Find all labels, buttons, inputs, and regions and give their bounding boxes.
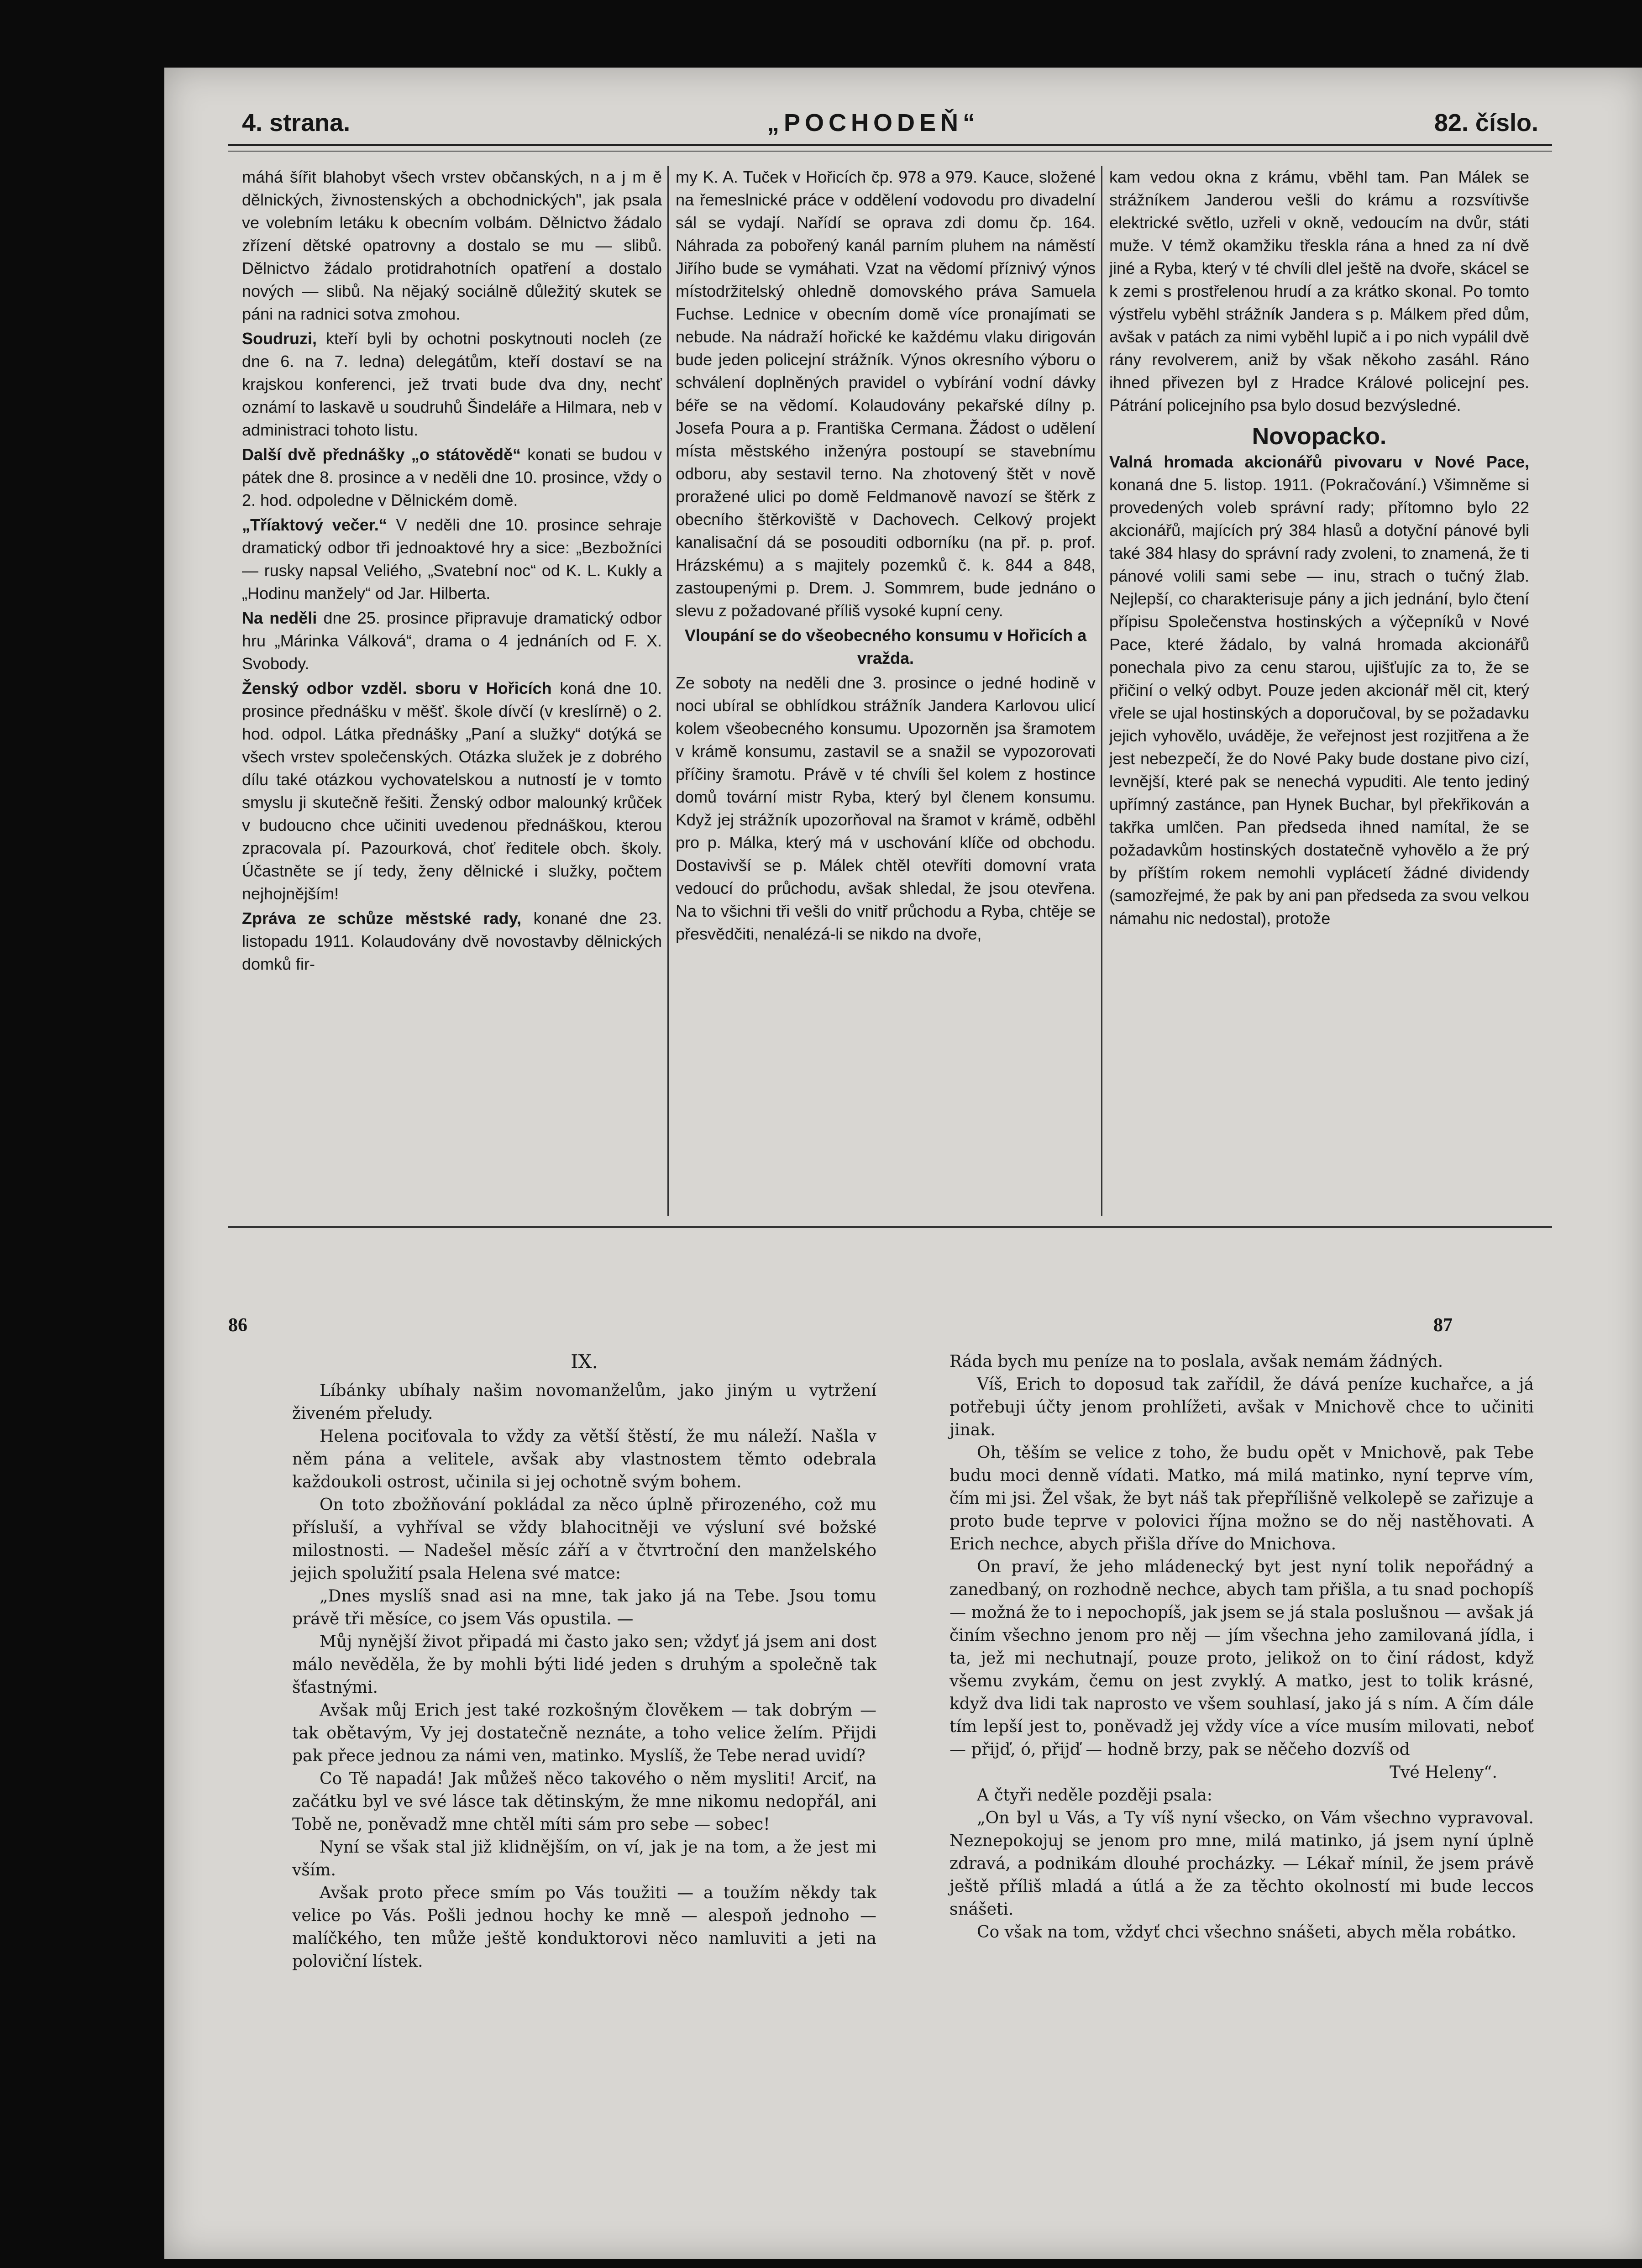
book-paragraph: „Dnes myslíš snad asi na mne, tak jako já na Tebe. Jsou tomu právě tři měsíce, co jsem Vás opustila. — (292, 1587, 876, 1628)
article-notice (242, 327, 662, 441)
book-paragraph: Líbánky ubíhaly našim novomanželům, jako jiným u vytržení živeném přeludy. (292, 1381, 876, 1423)
article-notice (242, 607, 662, 675)
article-notice (242, 514, 662, 605)
article-text: Ze soboty na neděli dne 3. prosince o jedné hodině v noci ubíral se obhlídkou strážník Jandera Karlovou ulicí kolem všeobecného konsumu. Upozorněn jsa šramotem v krámě konsumu, zastavil se a snažil se vypozorovati příčiny šramotu. Právě v té chvíli šel kolem z hostince domů tovární mistr Ryba, který byl členem konsumu. Když jej strážník upozorňoval na šramot v krámě, odběhl pro p. Málka, který má v uschování klíče od obchodu. Dostavivší se p. Málek chtěl otevříti domovní vrata vedoucí do průchodu, avšak shledal, že jsou otevřena. Na to všichni tři vešli do vnitř průchodu a Ryba, chtěje se přesvědčiti, nenalézá-li se nikdo na dvoře, (676, 673, 1096, 943)
article-notice (242, 443, 662, 512)
book-paragraph: On toto zbožňování pokládal za něco úplně přirozeného, což mu přísluší, a vyhříval se vždy blahocitněji ve výsluní své božské milostnosti. — Nadešel měsíc září a v čtvrtroční den manželského jejich spolužití psala Helena své matce: (292, 1496, 876, 1583)
book-page-left (292, 1350, 876, 1973)
notice-text: kteří byli by ochotni poskytnouti nocleh (ze dne 6. na 7. ledna) delegátům, kteří dostaví se na krajskou konferenci, jež trvati bude dva dny, nechť oznámí to laskavě u soudruhů Šindeláře a Hilmara, neb v administraci tohoto listu. (242, 329, 662, 439)
book-paragraph: Avšak proto přece smím po Vás toužiti — a toužím někdy tak velice po Vás. Pošli jednou hochy ke mně — alespoň jednoho — malíčkého, ten může ještě konduktorovi něco namluviti a jeti na poloviční lístek. (292, 1884, 876, 1971)
column-2 (676, 166, 1096, 947)
notice-text: konané dne 23. listopadu 1911. Kolaudovány dvě novostavby dělnických domků fir- (242, 909, 662, 973)
book-paragraph: Ráda bych mu peníze na to poslala, avšak nemám žádných. (950, 1352, 1443, 1371)
article-notice (1109, 451, 1529, 930)
notice-lead: Na neděli (242, 609, 317, 627)
book-page-right (950, 1350, 1534, 1944)
bottom-rule (228, 1226, 1552, 1228)
notice-text: konaná dne 5. listop. 1911. (Pokračování.) Všimněme si provedených voleb správní rady; přítomno bylo 22 akcionářů, majících prý 384 hlasů a dotyční pánové byli také 384 hlasy do správní rady zvoleni, to znamená, že ti pánové volili sami sebe — inu, strach o tučný žlab. Nejlepší, co charakterisuje pány a jich jednání, bylo čtení přípisu Společenstva hostinských a výčepníků v Nové Pace, které žádalo, by valná hromada akcionářů ponechala pivo za cenu starou, ujišťujíc za to, že se přičiní o velký odbyt. Pouze jeden akcionář měl cit, který vřele se ujal hostinských a doporučoval, by se požadavku jejich vyhovělo, uváděje, že veřejnost jest rozjitřena a že jest nebezpečí, že do Nové Paky bude dostane pivo cizí, levnější, které pak se nenechá vypuditi. Ale tento jediný upřímný zastánce, pan Hynek Buchar, byl překřikován a takřka umlčen. Pan předseda ihned namítal, že se požadavkům hostinských dostatečně vyhovělo a že prý by příštím rokem nemohli vyplácetí žádné dividendy (samozřejmé, že pak by ani pan předseda za svou velkou námahu nic nedostal), protože (1109, 475, 1529, 928)
column-divider (1101, 166, 1102, 1216)
notice-lead: Zpráva ze schůze městské rady, (242, 909, 521, 928)
column-1 (242, 166, 662, 977)
book-paragraph: „On byl u Vás, a Ty víš nyní všecko, on Vám všechno vypravoval. Neznepokojuj se jenom pro mne, milá matinko, já jsem nyní úplně zdravá, a podnikám dlouhé procházky. — Lékař mínil, že jsem právě ještě příliš mladá a útlá a že za těchto okolností mi bude leccos snášeti. (950, 1809, 1534, 1919)
book-paragraph: Můj nynější život připadá mi často jako sen; vždyť já jsem ani dost málo nevěděla, že by mohli býti lidé jeden s druhým a společně tak šťastnými. (292, 1633, 876, 1697)
notice-lead: Ženský odbor vzděl. sboru v Hořicích (242, 679, 552, 698)
article-notice (242, 907, 662, 976)
letter-signature: Tvé Heleny“. (1390, 1763, 1497, 1782)
page-header (201, 109, 1552, 145)
header-rule (228, 144, 1552, 152)
issue-number: 82. číslo. (1434, 109, 1538, 136)
notice-lead: Soudruzi, (242, 329, 317, 348)
column-divider (667, 166, 669, 1216)
notice-text: koná dne 10. prosince přednášku v měšť. škole dívčí (v kreslírně) o 2. hod. odpol. Látka přednášky „Paní a služky“ dotýká se všech vrstev společenských. Otázka služek je z dobrého dílu také otázkou vychovatelskou a nutností je v tomto smyslu ji skutečně řešiti. Ženský odbor malounký krůček v budoucno chce učiniti uvedenou přednáškou, kterou zpracovala pí. Pazourková, choť ředitele obch. školy. Účastněte se jí tedy, ženy dělnické i služky, počtem nejhojnějším! (242, 679, 662, 903)
book-spread (192, 1236, 1607, 2241)
newspaper-page (201, 81, 1575, 1232)
notice-lead: Další dvě přednášky „o státovědě“ (242, 445, 521, 464)
page-number-right: 87 (1433, 1315, 1453, 1336)
book-paragraph: A čtyři neděle později psala: (977, 1786, 1212, 1805)
notice-text: V neděli dne 10. prosince sehraje dramatický odbor tři jednoaktové hry a sice: „Bezbožníci — rusky napsal Veliého, „Svatební noc“ od K. L. Kukly a „Hodinu manžely“ od Jar. Hilberta. (242, 515, 662, 603)
newspaper-title: „POCHODEŇ“ (767, 109, 980, 136)
book-paragraph: Co však na tom, vždyť chci všechno snášeti, abych měla robátko. (977, 1923, 1516, 1942)
book-paragraph: Helena pociťovala to vždy za větší štěstí, že mu náleží. Našla v něm pána a velitele, avšak aby vlastnostem těmto odebrala každoukoli ostrost, učinila si jej ochotně svým bohem. (292, 1427, 876, 1491)
page-label: 4. strana. (242, 109, 351, 136)
article-headline: Vloupání se do všeobecného konsumu v Hořicích a vražda. (684, 626, 1087, 667)
article-notice (242, 677, 662, 905)
notice-text: dne 25. prosince připravuje dramatický odbor hru „Márinka Válková“, drama o 4 jednáních od F. X. Svobody. (242, 609, 662, 673)
article-text: my K. A. Tuček v Hořicích čp. 978 a 979. Kauce, složené na řemeslnické práce v oddělení vodovodu pro divadelní sál se vydají. Nařídí se oprava zdi domu čp. 164. Náhrada za pobořený kanál parním pluhem na náměstí Jiřího bude se vymáhati. Vzat na vědomí příznivý výnos místodržitelský ohledně domovského práva Samuela Fuchse. Lednice v obecním domě více pronajímati se nebude. Na nádraží hořické ke každému vlaku dirigován bude jeden policejní strážník. Výnos okresního výboru o schválení doplněných pravidel o vybírání vodní dávky béře se na vědomí. Kolaudovány pekařské dílny p. Josefa Poura a p. Františka Cermana. Žádost o udělení místa městského inženýra postoupí se stavebnímu odboru, aby sestavil terno. Na zhotovený štět v nově proražené ulici po domě Feldmanově navozí se štěrk z obecního štěrkoviště v Dachovech. Celkový projekt kanalisační dá se posouditi odborníku (na př. p. prof. Hrázskému) a s majitely pozemků č. k. 844 a 848, zastoupenými p. Drem. J. Sommrem, bude jednáno o slevu z požadované příliš vysoké kupní ceny. (676, 168, 1096, 620)
chapter-heading: IX. (571, 1350, 598, 1373)
article-text: máhá šířit blahobyt všech vrstev občanských, n a j m ě dělnických, živnostenských a obchodnických", jak psala ve volebním letáku k obecním volbám. Dělnictvo žádalo zřízení dětské opatrovny a dostalo se mu — slibů. Dělnictvo žádalo protidrahotních opatření a dostalo nových — slibů. Na nějaký sociálně důležitý skutek se páni na radnici sotva zmohou. (242, 168, 662, 323)
notice-text: konati se budou v pátek dne 8. prosince a v neděli dne 10. prosince, vždy o 2. hod. odpoledne v Dělnickém domě. (242, 445, 662, 509)
book-paragraph: Víš, Erich to doposud tak zařídil, že dává peníze kuchařce, a já potřebuji účty jenom prohlížeti, avšak v Mnichově chce to učiniti jinak. (950, 1375, 1534, 1439)
book-paragraph: Co Tě napadá! Jak můžeš něco takového o něm mysliti! Arciť, na začátku byl ve své lásce tak dětinským, že mne nikomu nedopřál, ani Tobě ne, poněvadž mne chtěl míti sám pro sebe — sobec! (292, 1769, 876, 1834)
page-number-left: 86 (228, 1315, 247, 1336)
book-paragraph: Nyní se však stal již klidnějším, on ví, jak je na tom, a že jest mi vším. (292, 1838, 876, 1880)
book-paragraph: Oh, těším se velice z toho, že budu opět v Mnichově, pak Tebe budu moci denně vídati. Matko, má milá matinko, nyní teprve vím, čím mi jsi. Žel však, že byt náš tak přepřílišně velkolepě se zařizuje a proto bude teprve v polovici října možno se do něj nastěhovati. A Erich nechce, abych přišla dříve do Mnichova. (950, 1444, 1534, 1554)
book-paragraph: On praví, že jeho mládenecký byt jest nyní tolik nepořádný a zanedbaný, on rozhodně nechce, abych tam přišla, a tu snad pochopíš — možná že to i nepochopíš, jak jsem se já stala poslušnou — avšak já činím všechno jenom pro něj — jím všechna jeho zamilovaná jídla, i ta, jež mi nechutnají, pouze proto, jelikož on to činí rádost, když všemu zvykám, čemu on jest zvyklý. A matko, jest to tolik krásné, když dva lidi tak naprosto ve všem souhlasí, jako já s ním. A čím dále tím lepší jest to, poněvadž jej vždy více a více musím milovati, neboť — přijď, ó, přijď — hodně brzy, pak se něčeho dozvíš od (950, 1558, 1534, 1759)
section-title: Novopacko. (1252, 423, 1387, 450)
scanned-page (164, 68, 1642, 2259)
notice-lead: Valná hromada akcionářů pivovaru v Nové Pace, (1109, 452, 1529, 471)
article-text: kam vedou okna z krámu, vběhl tam. Pan Málek se strážníkem Janderou vešli do krámu a rozsvítivše elektrické světlo, uzřeli v okně, vedoucím na dvůr, státi muže. V témž okamžiku třeskla rána a hned za ní dvě jiné a Ryba, který v té chvíli dlel ještě na dvoře, skácel se k zemi s prostřelenou hrudí a za krátko skonal. Po tomto výstřelu vyběhl strážník Jandera s p. Málkem před dům, avšak v patách za nimi vyběhl lupič a i po nich vypálil dvě rány revolverem, aniž by však někoho zasáhl. Ráno ihned přivezen byl z Hradce Králové policejní pes. Pátrání policejního psa bylo dosud bezvýsledné. (1109, 168, 1529, 415)
notice-lead: „Tříaktový večer.“ (242, 515, 387, 534)
book-paragraph: Avšak můj Erich jest také rozkošným člověkem — tak dobrým — tak obětavým, Vy jej dostatečně neznáte, a toho velice želím. Přijdi pak přece jednou za námi ven, matinko. Myslíš, že Tebe nerad uvidí? (292, 1701, 876, 1765)
column-3 (1109, 166, 1529, 932)
